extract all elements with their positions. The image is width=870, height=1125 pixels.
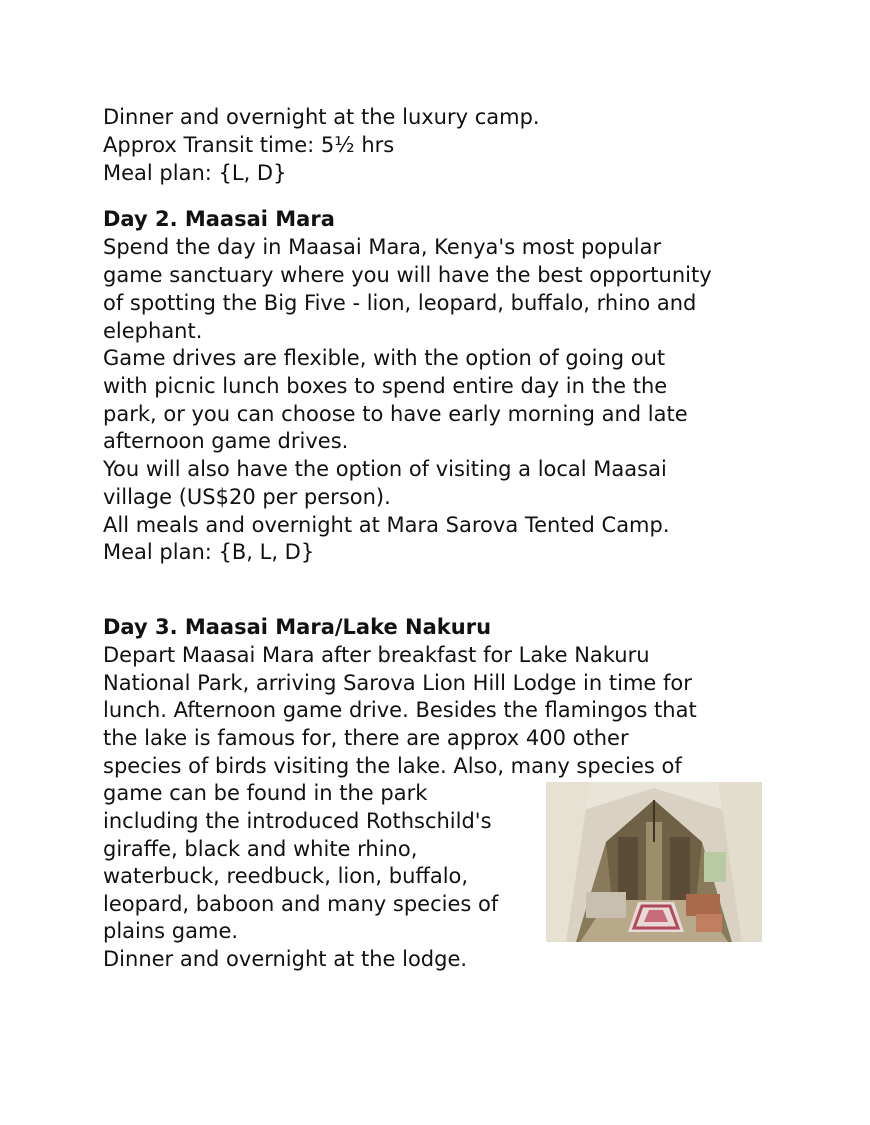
day2-line: village (US$20 per person).	[103, 485, 391, 509]
day3-line: waterbuck, reedbuck, lion, buffalo,	[103, 864, 469, 888]
day3-line: giraffe, black and white rhino,	[103, 837, 418, 861]
day3-line: including the introduced Rothschild's	[103, 809, 492, 833]
day2-line: game sanctuary where you will have the best opportunity	[103, 263, 712, 287]
day2-line: Meal plan: {B, L, D}	[103, 540, 315, 564]
intro-line: Approx Transit time: 5½ hrs	[103, 133, 395, 157]
day3-line: game can be found in the park	[103, 781, 428, 805]
tent-interior-photo	[546, 782, 762, 942]
day3-line: species of birds visiting the lake. Also, many species of	[103, 754, 682, 778]
day3-line: leopard, baboon and many species of	[103, 892, 499, 916]
day3-heading: Day 3. Maasai Mara/Lake Nakuru	[103, 615, 492, 639]
day2-line: with picnic lunch boxes to spend entire day in the the	[103, 374, 668, 398]
day2-line: You will also have the option of visiting a local Maasai	[103, 457, 667, 481]
day3-line: plains game.	[103, 919, 239, 943]
day2-line: park, or you can choose to have early morning and late	[103, 402, 688, 426]
day2-line: elephant.	[103, 319, 203, 343]
day2-heading: Day 2. Maasai Mara	[103, 207, 335, 231]
intro-line: Dinner and overnight at the luxury camp.	[103, 105, 540, 129]
intro-line: Meal plan: {L, D}	[103, 161, 287, 185]
day2-line: Spend the day in Maasai Mara, Kenya's most popular	[103, 235, 662, 259]
day3-line: National Park, arriving Sarova Lion Hill Lodge in time for	[103, 671, 692, 695]
day3-line: Depart Maasai Mara after breakfast for Lake Nakuru	[103, 643, 650, 667]
day2-line: All meals and overnight at Mara Sarova Tented Camp.	[103, 513, 670, 537]
day2-line: of spotting the Big Five - lion, leopard, buffalo, rhino and	[103, 291, 697, 315]
day3-line: the lake is famous for, there are approx 400 other	[103, 726, 629, 750]
day3-line: Dinner and overnight at the lodge.	[103, 947, 468, 971]
day2-line: Game drives are flexible, with the option of going out	[103, 346, 666, 370]
day2-line: afternoon game drives.	[103, 429, 349, 453]
day3-line: lunch. Afternoon game drive. Besides the flamingos that	[103, 698, 697, 722]
tent-illustration	[546, 782, 762, 942]
